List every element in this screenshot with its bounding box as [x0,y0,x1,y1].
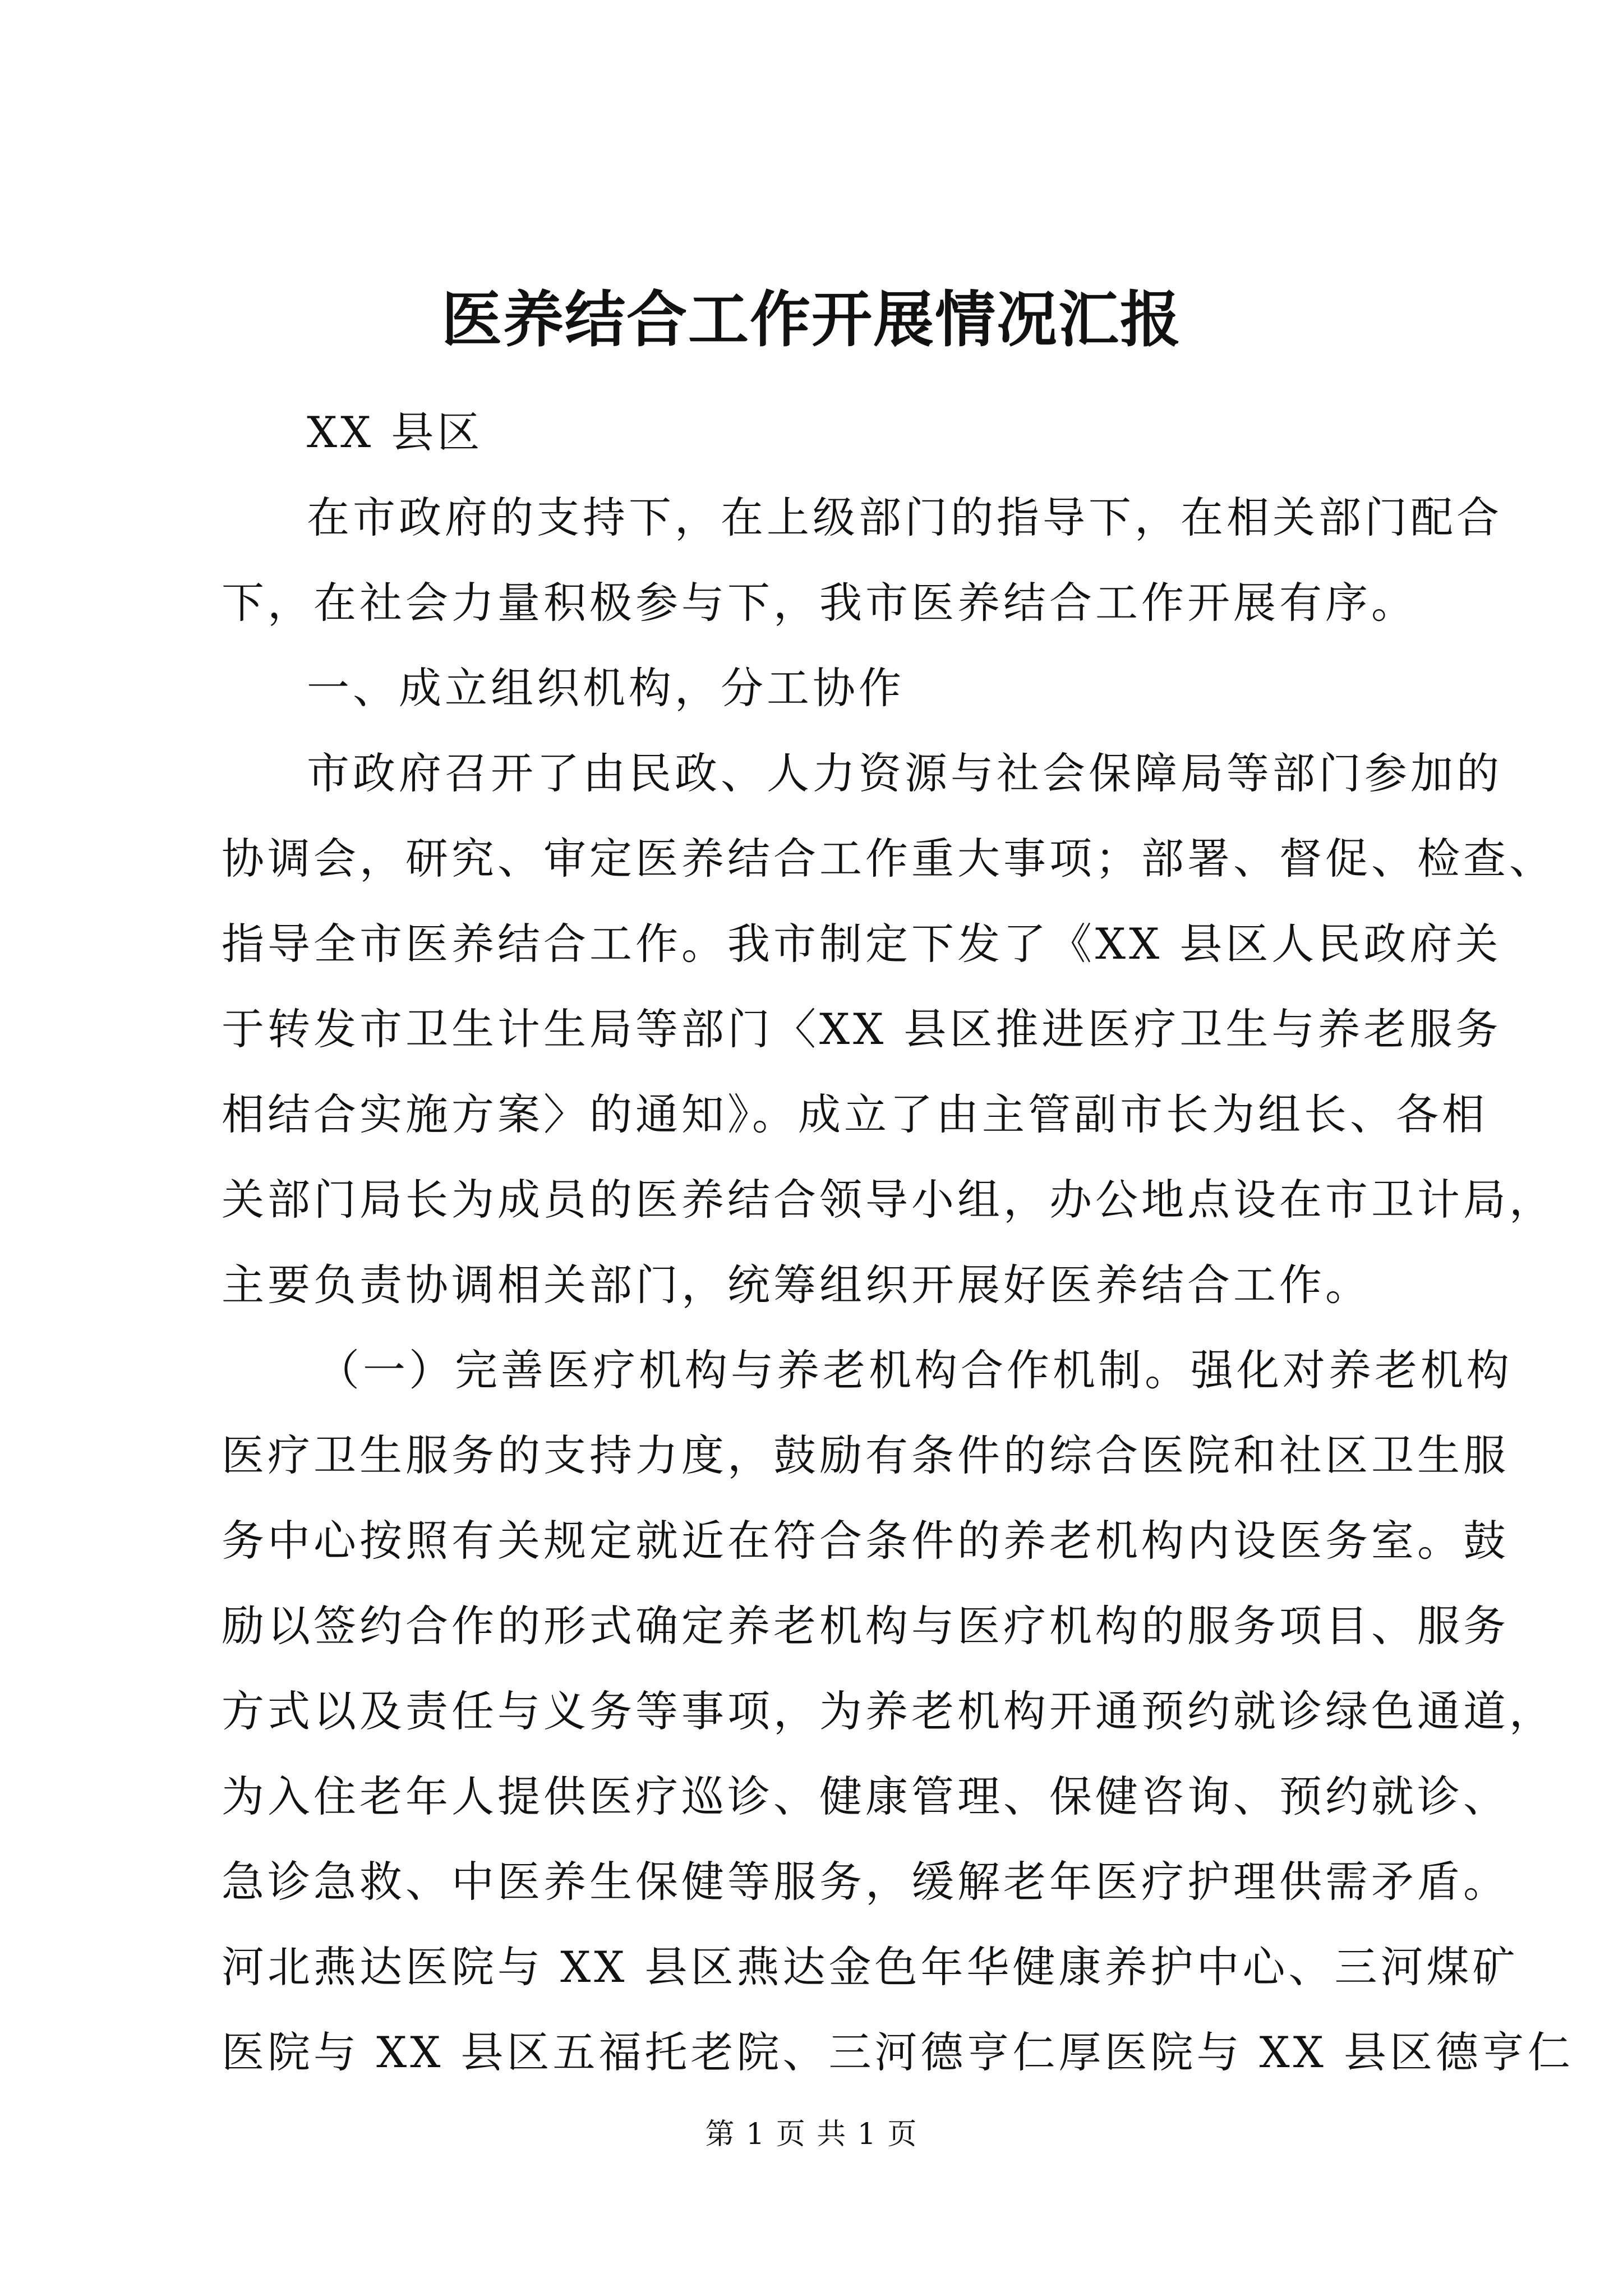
paragraph-line: 于转发市卫生计生局等部门〈XX 县区推进医疗卫生与养老服务 [222,1004,1502,1054]
paragraph-line: 下，在社会力量积极参与下，我市医养结合工作开展有序。 [222,578,1417,628]
paragraph-line: 为入住老年人提供医疗巡诊、健康管理、保健咨询、预约就诊、 [222,1772,1509,1821]
paragraph-line: 相结合实施方案〉的通知》。成立了由主管副市长为组长、各相 [222,1089,1488,1139]
paragraph-line: 务中心按照有关规定就近在符合条件的养老机构内设医务室。鼓 [222,1516,1509,1566]
paragraph-line: 主要负责协调相关部门，统筹组织开展好医养结合工作。 [222,1260,1371,1310]
author-line: XX 县区 [307,407,483,457]
paragraph-line: 医疗卫生服务的支持力度，鼓励有条件的综合医院和社区卫生服 [222,1430,1509,1480]
paragraph-line: 协调会，研究、审定医养结合工作重大事项；部署、督促、检查、 [222,834,1555,884]
section-heading: 一、成立组织机构，分工协作 [307,663,905,713]
document-body [222,390,1574,2095]
paragraph-line: 指导全市医养结合工作。我市制定下发了《XX 县区人民政府关 [222,919,1502,969]
paragraph-line: 医院与 XX 县区五福托老院、三河德亨仁厚医院与 XX 县区德亨仁 [222,2027,1574,2077]
paragraph-line: 市政府召开了由民政、人力资源与社会保障局等部门参加的 [307,748,1502,798]
paragraph-line: 河北燕达医院与 XX 县区燕达金色年华健康养护中心、三河煤矿 [222,1942,1519,1992]
paragraph-line: 关部门局长为成员的医养结合领导小组，办公地点设在市卫计局， [222,1175,1555,1225]
page-footer: 第 1 页 共 1 页 [705,2118,918,2151]
paragraph-line: 在市政府的支持下，在上级部门的指导下，在相关部门配合 [307,493,1502,542]
paragraph-line: 急诊急救、中医养生保健等服务，缓解老年医疗护理供需矛盾。 [222,1857,1509,1907]
subsection-line: （一）完善医疗机构与养老机构合作机制。强化对养老机构 [317,1345,1513,1395]
document-title: 医养结合工作开展情况汇报 [441,284,1182,355]
paragraph-line: 方式以及责任与义务等事项，为养老机构开通预约就诊绿色通道， [222,1686,1555,1736]
paragraph-line: 励以签约合作的形式确定养老机构与医疗机构的服务项目、服务 [222,1601,1509,1651]
